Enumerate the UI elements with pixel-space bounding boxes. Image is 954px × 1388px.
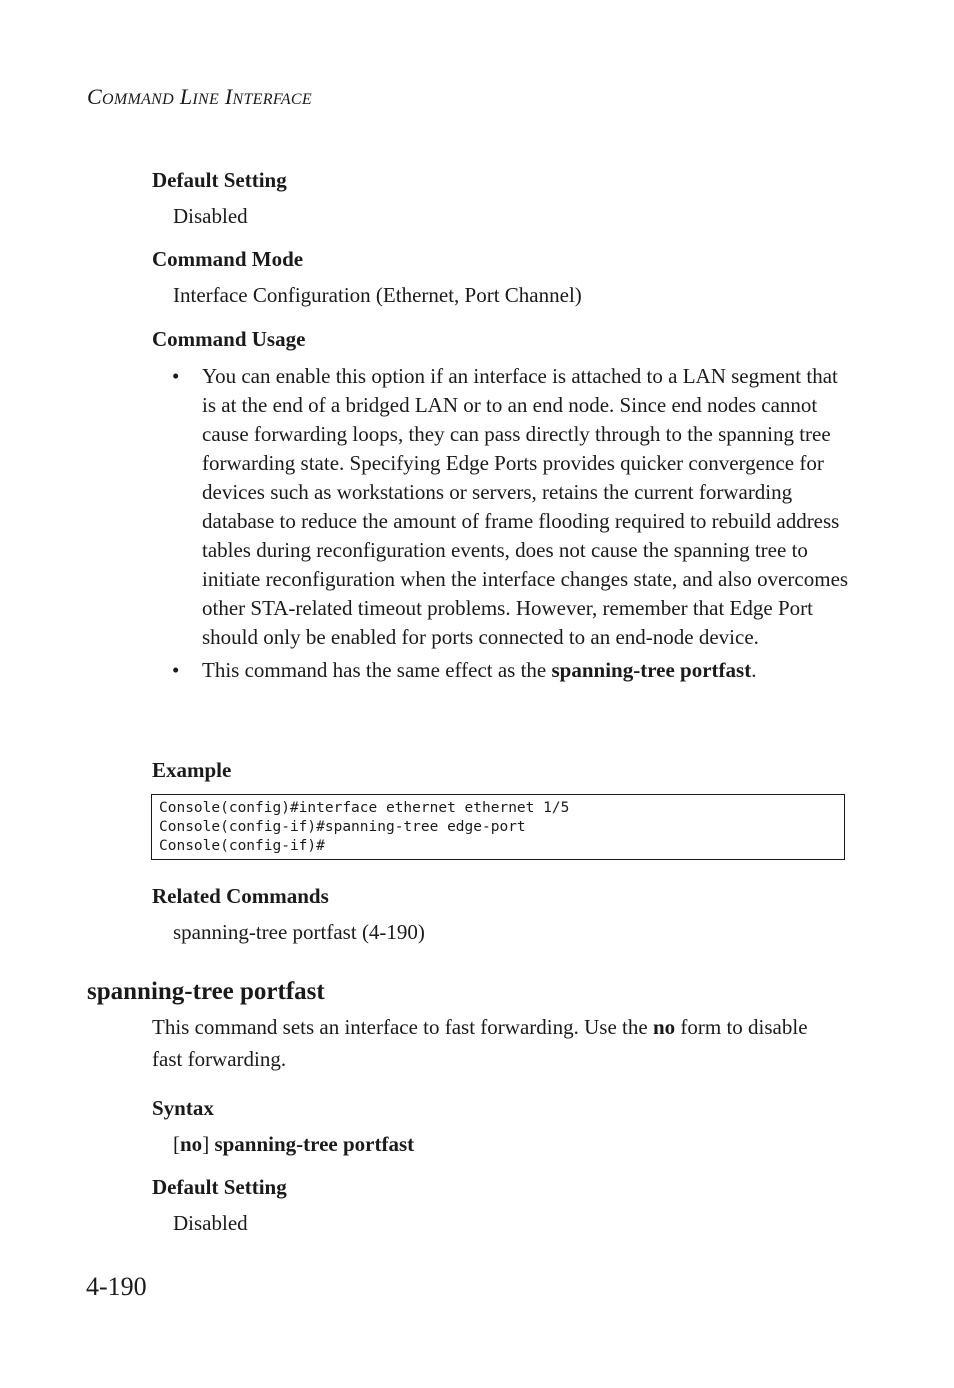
code-line: Console(config-if)# — [159, 838, 325, 854]
bullet-icon: • — [172, 364, 180, 388]
list-item: • This command has the same effect as the spanning-tree portfast. — [172, 656, 852, 685]
page-number: 4-190 — [86, 1272, 147, 1301]
related-commands-value: spanning-tree portfast (4-190) — [173, 920, 425, 944]
example-heading: Example — [152, 758, 232, 782]
command-mode-value: Interface Configuration (Ethernet, Port Channel) — [173, 283, 582, 307]
list-item: • You can enable this option if an interface is attached to a LAN segment that is at the end of a bridged LAN or to an end node. Since end nodes cannot cause forwarding loops, they can pass directly through to the spanning tree forwarding state. Specifying Edge Ports provides quicker convergence for devices such as workstations or servers, retains the current forwarding database to reduce the amount of frame flooding required to rebuild address tables during reconfiguration events, does not cause the spanning tree to initiate reconfiguration when the interface changes state, and also overcomes other STA-related timeout problems. However, remember that Edge Port should only be enabled for ports connected to an end-node device. — [172, 362, 852, 652]
command-mode-heading: Command Mode — [152, 247, 304, 271]
syntax-heading: Syntax — [152, 1096, 214, 1120]
default-setting-value: Disabled — [173, 204, 248, 228]
default-setting-heading: Default Setting — [152, 168, 287, 192]
command-usage-heading: Command Usage — [152, 327, 306, 351]
code-line: Console(config-if)#spanning-tree edge-port — [159, 819, 526, 835]
code-example — [151, 794, 845, 860]
syntax-value: [no] spanning-tree portfast — [173, 1132, 415, 1156]
section-title: spanning-tree portfast — [87, 978, 325, 1005]
running-head: COMMAND LINE INTERFACE — [87, 84, 312, 109]
section-description: This command sets an interface to fast forwarding. Use the no form to disable fast forwarding. — [152, 1015, 808, 1071]
code-line: Console(config)#interface ethernet ethernet 1/5 — [159, 800, 570, 816]
command-usage-list — [172, 362, 852, 685]
bullet-icon: • — [172, 658, 180, 682]
related-commands-heading: Related Commands — [152, 884, 329, 908]
default-setting-heading-2: Default Setting — [152, 1175, 287, 1199]
default-setting-value-2: Disabled — [173, 1211, 248, 1235]
